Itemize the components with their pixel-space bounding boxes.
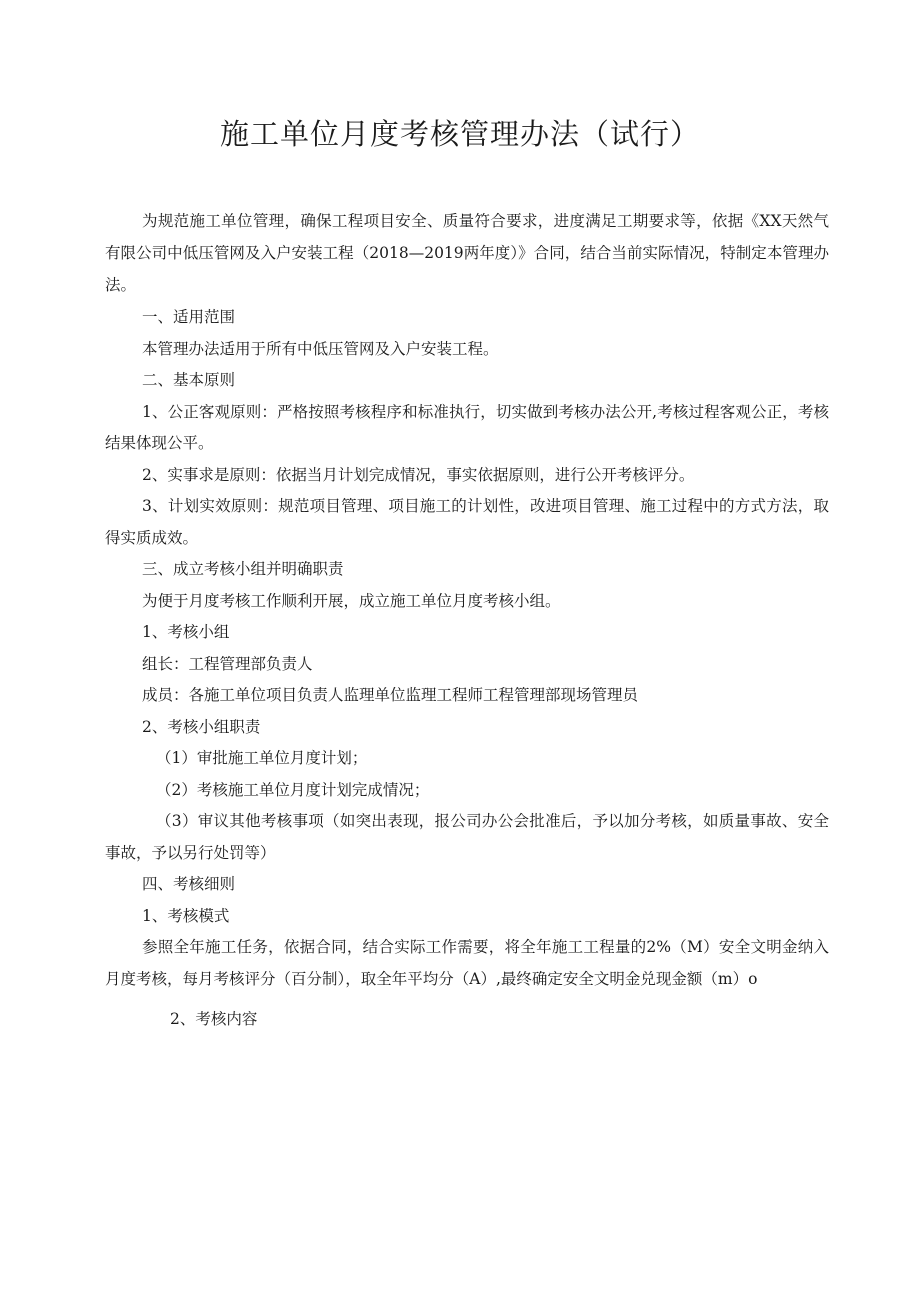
section-heading-details: 四、考核细则: [142, 875, 236, 893]
team-members: 成员：各施工单位项目负责人监理单位监理工程师工程管理部现场管理员: [142, 686, 639, 704]
mode-subheading: 1、考核模式: [142, 906, 230, 925]
mode-paragraph: 参照全年施工任务，依据合同，结合实际工作需要，将全年施工工程量的2%（M）安全文明金纳入月度考核，每月考核评分（百分制），取全年平均分（A）,最终确定安全文明金兑现金额（m）o: [105, 938, 829, 988]
document-title: 施工单位月度考核管理办法（试行）: [219, 117, 700, 151]
duty-item-3: （3）审议其他考核事项（如突出表现，报公司办公会批准后，予以加分考核，如质量事故、安全事故，予以另行处罚等）: [105, 812, 829, 862]
section-heading-principles: 二、基本原则: [142, 371, 236, 389]
content-subheading: 2、考核内容: [170, 1010, 258, 1028]
team-leader: 组长：工程管理部负责人: [142, 654, 313, 673]
duty-item-2: （2）考核施工单位月度计划完成情况；: [156, 780, 430, 799]
scope-paragraph: 本管理办法适用于所有中低压管网及入户安装工程。: [142, 339, 499, 358]
duties-subheading: 2、考核小组职责: [142, 717, 261, 736]
team-subheading: 1、考核小组: [142, 623, 230, 641]
section-heading-scope: 一、适用范围: [142, 308, 236, 326]
document-body: [105, 205, 829, 1036]
intro-paragraph: 为规范施工单位管理，确保工程项目安全、质量符合要求，进度满足工期要求等，依据《XX天然气有限公司中低压管网及入户安装工程（2018—2019两年度）》合同，结合当前实际情况，特制定本管理办法。: [105, 212, 829, 294]
principle-facts: 2、实事求是原则：依据当月计划完成情况，事实依据原则，进行公开考核评分。: [142, 465, 695, 484]
duty-item-1: （1）审批施工单位月度计划；: [156, 749, 368, 767]
principle-effectiveness: 3、计划实效原则：规范项目管理、项目施工的计划性，改进项目管理、施工过程中的方式方法，取得实质成效。: [105, 497, 829, 547]
section-heading-team: 三、成立考核小组并明确职责: [142, 560, 344, 578]
principle-fairness: 1、公正客观原则：严格按照考核程序和标准执行，切实做到考核办法公开,考核过程客观公正，考核结果体现公平。: [105, 402, 829, 452]
team-paragraph: 为便于月度考核工作顺利开展，成立施工单位月度考核小组。: [142, 591, 561, 610]
